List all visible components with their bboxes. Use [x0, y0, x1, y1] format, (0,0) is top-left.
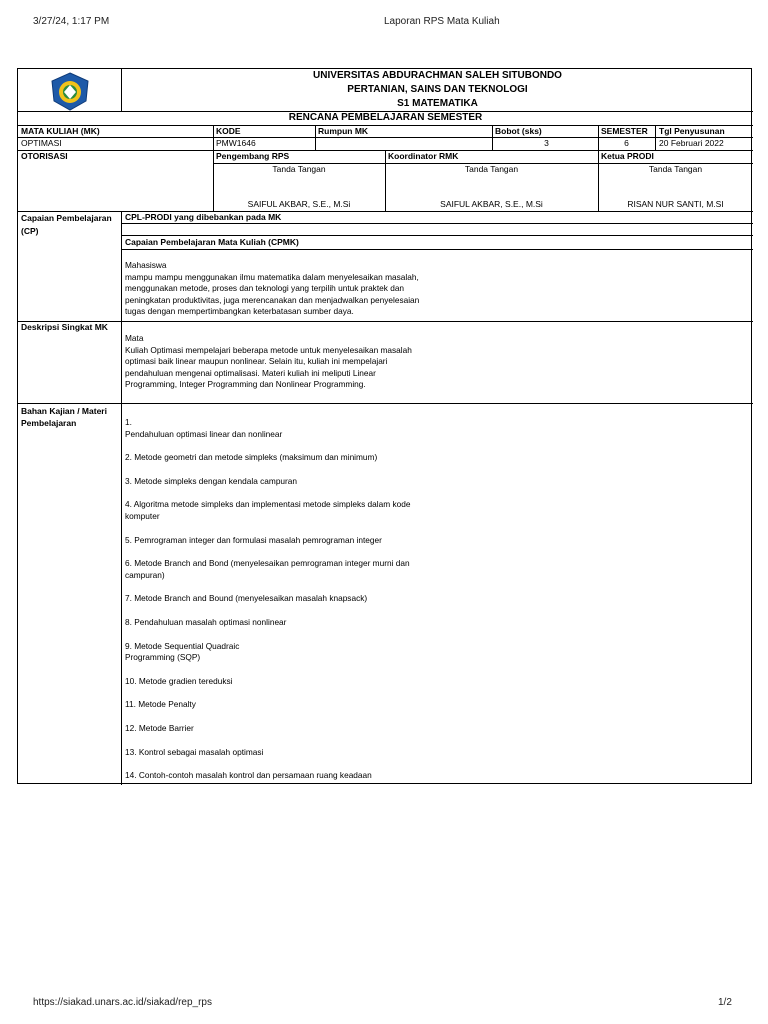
list-item: 13. Kontrol sebagai masalah optimasi: [125, 746, 264, 757]
list-item: 3. Metode simpleks dengan kendala campuran: [125, 475, 298, 486]
cpmk-text: Mahasiswa mampu mampu menggunakan ilmu matematika dalam menyelesaikan masalah, menggunakan metode, proses dan teknologi yang terpilih untuk praktek dan peningkatan produktivitas, juga merencanakan dan menjadwalkan penyelesaian tugas dengan mempertimbangkan keterbatasan sumber daya.: [125, 260, 420, 317]
label-kode: KODE: [216, 126, 241, 136]
program-name: S1 MATEMATIKA: [397, 98, 478, 109]
label-otorisasi: OTORISASI: [21, 151, 68, 161]
label-ketua-prodi: Ketua PRODI: [601, 151, 654, 161]
signature-label-ketua: Tanda Tangan: [648, 164, 703, 174]
list-item: 11. Metode Penalty: [125, 699, 196, 710]
list-item: 8. Pendahuluan masalah optimasi nonlinear: [125, 616, 287, 627]
label-bobot: Bobot (sks): [495, 126, 542, 136]
label-semester: SEMESTER: [601, 126, 648, 136]
list-item: 7. Metode Branch and Bound (menyelesaikan masalah knapsack): [125, 593, 368, 604]
label-capaian-pembelajaran: Capaian Pembelajaran (CP): [21, 213, 112, 236]
value-mata-kuliah: OPTIMASI: [21, 138, 62, 148]
label-cpl-prodi: CPL-PRODI yang dibebankan pada MK: [125, 212, 282, 222]
name-pengembang: SAIFUL AKBAR, S.E., M.Si: [247, 199, 351, 209]
print-page-title: Laporan RPS Mata Kuliah: [384, 16, 500, 27]
list-item: 2. Metode geometri dan metode simpleks (maksimum dan minimum): [125, 452, 378, 463]
print-page-number: 1/2: [718, 997, 732, 1008]
deskripsi-text: Mata Kuliah Optimasi mempelajari beberapa metode untuk menyelesaikan masalah optimasi baik linear maupun nonlinear. Selain itu, kuliah ini mempelajari pendahuluan mengenai optimalisasi. Materi kuliah ini meliputi Linear Programming, Integer Programming dan Nonlinear Programming.: [125, 333, 412, 390]
university-logo-icon: [48, 71, 92, 111]
label-bahan-kajian: Bahan Kajian / Materi Pembelajaran: [21, 406, 107, 428]
list-item: 10. Metode gradien tereduksi: [125, 675, 233, 686]
print-datetime: 3/27/24, 1:17 PM: [33, 16, 110, 27]
signature-label-pengembang: Tanda Tangan: [272, 164, 326, 174]
label-pengembang-rps: Pengembang RPS: [216, 151, 290, 161]
list-item: 14. Contoh-contoh masalah kontrol dan persamaan ruang keadaan: [125, 770, 372, 781]
list-item: 12. Metode Barrier: [125, 722, 194, 733]
topic-list: [125, 417, 445, 794]
label-mata-kuliah: MATA KULIAH (MK): [21, 126, 100, 136]
rps-document: [17, 68, 752, 784]
value-bobot: 3: [544, 138, 549, 148]
label-koordinator-rmk: Koordinator RMK: [388, 151, 459, 161]
name-koordinator: SAIFUL AKBAR, S.E., M.Si: [440, 199, 543, 209]
list-item: 9. Metode Sequential Quadraic Programming (SQP): [125, 640, 240, 663]
list-item: 5. Pemrograman integer dan formulasi masalah pemrograman integer: [125, 534, 382, 545]
value-tgl-penyusunan: 20 Februari 2022: [659, 138, 724, 148]
label-rumpun: Rumpun MK: [318, 126, 369, 136]
list-item: 6. Metode Branch and Bond (menyelesaikan pemrograman integer murni dan campuran): [125, 558, 410, 580]
document-title: RENCANA PEMBELAJARAN SEMESTER: [288, 112, 483, 123]
signature-label-koordinator: Tanda Tangan: [464, 164, 519, 174]
list-item: 4. Algoritma metode simpleks dan implementasi metode simpleks dalam kode komputer: [125, 499, 411, 521]
value-kode: PMW1646: [216, 138, 256, 148]
label-deskripsi: Deskripsi Singkat MK: [21, 322, 108, 332]
value-semester: 6: [624, 138, 629, 148]
faculty-name: PERTANIAN, SAINS DAN TEKNOLOGI: [347, 84, 528, 95]
print-url[interactable]: https://siakad.unars.ac.id/siakad/rep_rps: [33, 997, 212, 1008]
list-item: 1. Pendahuluan optimasi linear dan nonlinear: [125, 417, 283, 439]
label-tgl-penyusunan: Tgl Penyusunan: [659, 126, 725, 136]
label-cpmk: Capaian Pembelajaran Mata Kuliah (CPMK): [125, 237, 299, 247]
name-ketua: RISAN NUR SANTI, M.SI: [627, 199, 724, 209]
university-name: UNIVERSITAS ABDURACHMAN SALEH SITUBONDO: [313, 70, 562, 81]
